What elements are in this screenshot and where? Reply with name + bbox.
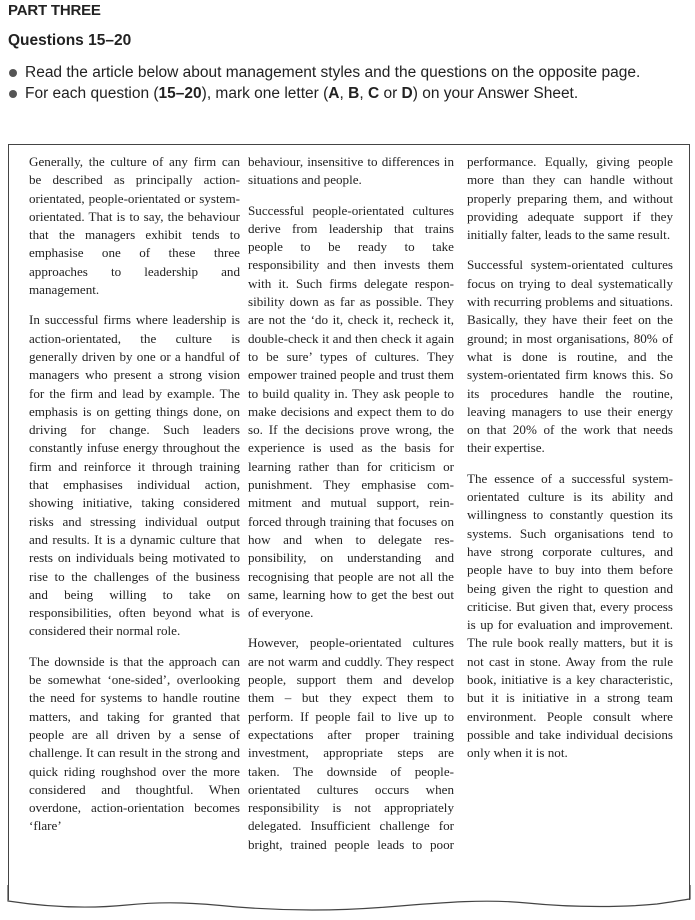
instruction-text: For each question (15–20), mark one letter (A, B, C or D) on your Answer Sheet. xyxy=(25,85,579,102)
article-paragraph: Successful people-orientated cultures derive from leadership that trains people to be ready to take responsibility and then invests them with it. Such firms delegate responsibility down as far as possible. They are not the ‘do it, check it, recheck it, double-check it and then check it again to be sure’ types of cultures. They empower trained people and trust them to build quality in. They ask people to make decisions and expect them to do so. If the decisions prove wrong, the experience is used as the basis for learning rather than for criticism or punishment. They emphasise commitment and mutual support, reinforced through training that focuses on how and when to delegate responsibility, on understanding and recognising that people are not all the same, learning how to get the best out of everyone. xyxy=(248,202,454,621)
article-paragraph: Successful system-orientated cultures focus on trying to deal systematically with recurring problems and situations. Basically, they have their feet on the ground; in most organisations, 80% of what is done is routine, and the system-orientated firm knows this. So its procedures handle the routine, leaving managers to use their energy on that 20% of the work that needs their expertise. xyxy=(467,257,673,456)
article-box xyxy=(8,144,690,900)
option-a: A xyxy=(328,85,340,102)
option-b: B xyxy=(348,85,360,102)
article-column-3 xyxy=(467,153,673,775)
article-paragraph: The downside is that the approach can be somewhat ‘one-sided’, overlooking the need for systems to handle routine matters, and taking for granted that people are all driven by a sense of challenge. It can result in the strong and quick riding roughshod over the more considered and thoughtful. When overdone, action-orientation becomes ‘flare’ xyxy=(29,653,240,834)
article-column-2 xyxy=(248,153,454,866)
article-paragraph: However, people-orientated cultures are not warm and cuddly. They respect people, support them and develop them – but they expect them to perform. If people fail to live up to expectations after proper training investment, appropriate steps are taken. The downside of people-orientated cultures occurs when responsibility is not appropriately delegated. Insufficient challenge for bright, trained people leads to poor xyxy=(248,635,454,852)
question-range: 15–20 xyxy=(158,85,202,102)
article-paragraph: Generally, the culture of any firm can be described as principally action-orientated, people-orientated or system-orientated. That is to say, the behaviour that the managers exhibit tends to emphasise one of these three approaches to leadership and management. xyxy=(29,154,240,298)
article-paragraph: The essence of a successful system-orientated culture is its ability and willingness to constantly question its systems. Such organisations tend to have strong corporate cultures, and people have to buy into them before being given the right to question and criticise. But given that, every process is up for evaluation and improvement. The rule book really matters, but it is not cast in stone. Away from the rule book, initiative is a key characteristic, but it is initiative in a strong team environment. People consult where possible and take individual decisions only when it is not. xyxy=(467,470,673,761)
instruction-text: Read the article below about management styles and the questions on the opposite page. xyxy=(25,64,641,81)
torn-edge-divider xyxy=(7,885,691,915)
option-d: D xyxy=(401,85,413,102)
instruction-item xyxy=(6,83,686,104)
questions-title: Questions 15–20 xyxy=(8,32,132,49)
option-c: C xyxy=(367,85,380,102)
bullet-icon xyxy=(9,90,17,98)
article-paragraph: behaviour, insensitive to differences in situations and people. xyxy=(248,154,454,188)
instructions-list xyxy=(6,62,686,104)
article-column-1 xyxy=(29,153,240,848)
article-paragraph: In successful firms where leadership is action-orientated, the culture is generally driven by one or a handful of managers who present a strong vision for the firm and lead by example. The emphasis is on getting things done, on driving for change. Such leaders constantly infuse energy throughout the firm and reinforce it through training that emphasises individual action, showing initiative, taking considered risks and stressing individual output and results. It is a dynamic culture that rests on individuals being motivated to rise to the challenges of the business and being willing to take on responsibilities, often beyond what is considered their normal role. xyxy=(29,312,240,639)
article-paragraph: performance. Equally, giving people more than they can handle without properly preparing them, and without providing adequate support if they initially falter, leads to the same result. xyxy=(467,154,673,243)
bullet-icon xyxy=(9,69,17,77)
part-title: PART THREE xyxy=(8,2,101,19)
instruction-item xyxy=(6,62,686,83)
